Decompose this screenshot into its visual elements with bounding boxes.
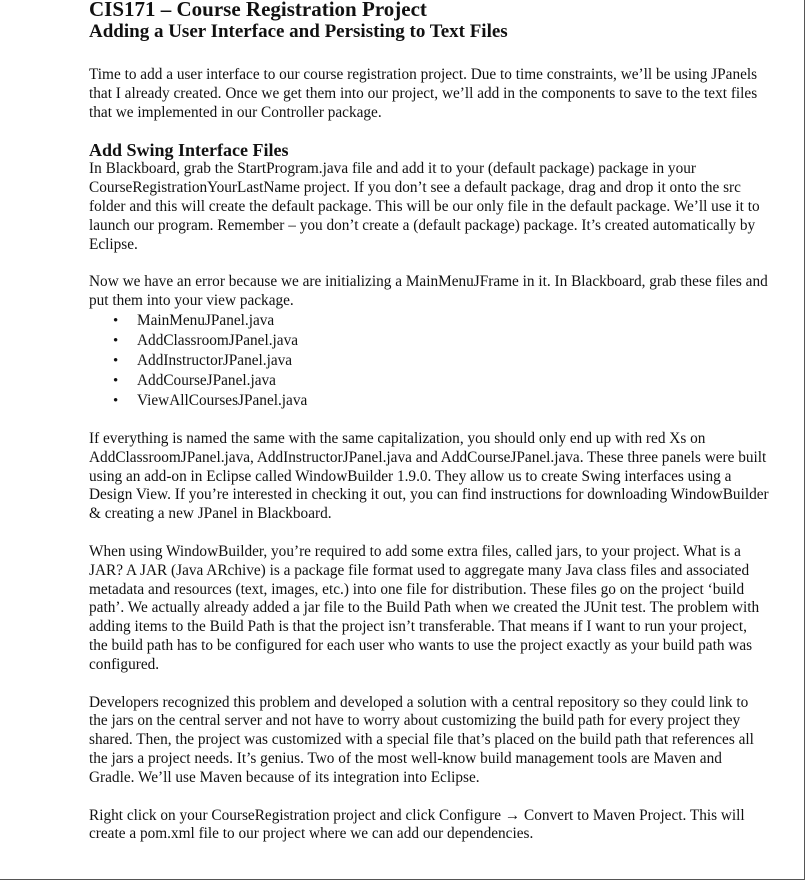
paragraph-maven-intro: Developers recognized this problem and developed a solution with a central repository so they could link to the jars on the central server and not have to worry about customizing the build path for every project they shared. Then, the project was customized with a special file that’s placed on the build path that references all the jars a project needs. It’s genius. Two of the most well-know build management tools are Maven and Gradle. We’ll use Maven because of its integration into Eclipse.: [89, 693, 754, 786]
paragraph-jar: When using WindowBuilder, you’re required to add some extra files, called jars, to your project. What is a JAR? A JAR (Java ARchive) is a package file format used to aggregate many Java class files and associated metadata and resources (text, images, etc.) into one file for distribution. These files go on the project ‘build path’. We actually already added a jar file to the Build Path when we created the JUnit test. The problem with adding items to the Build Path is that the project isn’t transferable. That means if I want to run your project, the build path has to be configured for each user who wants to use the project exactly as your build path was configured.: [89, 542, 760, 673]
document-title: CIS171 – Course Registration Project: [89, 0, 427, 21]
list-item: • MainMenuJPanel.java: [113, 311, 769, 331]
paragraph-convert-maven: Right click on your CourseRegistration project and click Configure → Convert to Maven Project. This will create a pom.xml file to our project where we can add our dependencies.: [89, 806, 745, 843]
section-heading: Add Swing Interface Files: [89, 140, 289, 161]
paragraph-windowbuilder: If everything is named the same with the same capitalization, you should only end up with red Xs on AddClassroomJPanel.java, AddInstructorJPanel.java and AddCourseJPanel.java. These three panels were built using an add-on in Eclipse called WindowBuilder 1.9.0. They allow us to create Swing interfaces using a Design View. If you’re interested in checking it out, you can find instructions for downloading WindowBuilder & creating a new JPanel in Blackboard.: [89, 429, 769, 523]
list-item: • AddClassroomJPanel.java: [113, 331, 769, 351]
paragraph-default-package: In Blackboard, grab the StartProgram.java file and add it to your (default package) package in your CourseRegistrationYourLastName project. If you don’t see a default package, drag and drop it onto the src folder and this will create the default package. This will be our only file in the default package. We’ll use it to launch our program. Remember – you don’t create a (default package) package. It’s created automatically by Eclipse.: [89, 160, 760, 253]
document-content: [89, 0, 769, 844]
file-list: [89, 311, 769, 411]
list-item: • ViewAllCoursesJPanel.java: [113, 391, 769, 411]
document-subtitle: Adding a User Interface and Persisting to Text Files: [89, 21, 508, 42]
list-item: • AddCourseJPanel.java: [113, 371, 769, 391]
paragraph-view-package: Now we have an error because we are initializing a MainMenuJFrame in it. In Blackboard, grab these files and put them into your view package.: [89, 273, 768, 310]
list-item: • AddInstructorJPanel.java: [113, 351, 769, 371]
intro-paragraph: Time to add a user interface to our course registration project. Due to time constraints, we’ll be using JPanels that I already created. Once we get them into our project, we’ll add in the components to save to the text files that we implemented in our Controller package.: [89, 66, 758, 121]
